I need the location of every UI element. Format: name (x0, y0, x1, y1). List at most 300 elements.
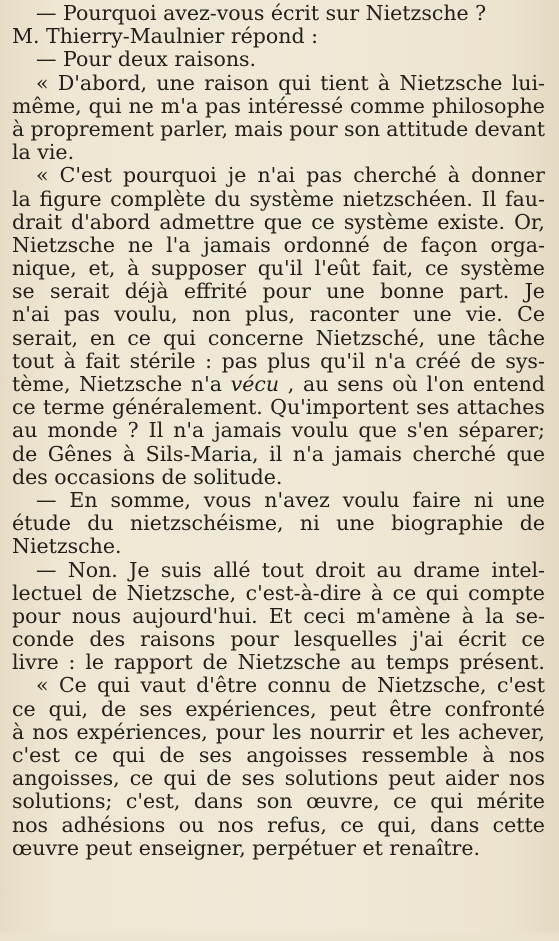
word: Or, (514, 210, 545, 234)
word: qu'il (257, 257, 303, 281)
word: conde (12, 628, 75, 652)
word: de (159, 744, 185, 767)
word: j'ai (412, 628, 444, 652)
word: ce (340, 813, 364, 837)
text-line (12, 373, 545, 396)
word: ce (74, 744, 98, 767)
word: de (341, 674, 367, 698)
word: Nietzsche (79, 373, 183, 396)
article-column (12, 2, 545, 860)
word: admettre (159, 210, 255, 234)
text-line (12, 25, 545, 48)
word: cherché (412, 442, 496, 466)
word: mais (234, 117, 283, 141)
text-line (12, 48, 545, 71)
word: Ce (517, 303, 545, 327)
word: n'a (292, 442, 324, 466)
word: C'est (59, 164, 112, 188)
text-line (12, 489, 545, 512)
text-line (12, 2, 545, 25)
word: d'être (196, 674, 258, 698)
word: façon (420, 233, 478, 257)
word: adhésions (61, 813, 166, 837)
word: devant (474, 117, 545, 141)
word: attaches (456, 396, 545, 420)
word: que (263, 210, 303, 234)
word: plus, (245, 303, 296, 327)
word: ce (127, 326, 151, 350)
word: une (336, 512, 375, 536)
word: son (343, 117, 381, 141)
word: c'est (496, 674, 545, 698)
word: ? (127, 419, 139, 443)
text-line (12, 188, 545, 211)
word: jamais (334, 442, 402, 466)
word: Non. (67, 558, 118, 582)
word: pourquoi (123, 164, 217, 188)
word: qui (88, 94, 122, 118)
word: à (12, 117, 25, 141)
word: solutions; (12, 790, 113, 814)
word: parler, (160, 117, 228, 141)
line-text: œuvre peut enseigner, perpétuer et renaître. (12, 836, 480, 860)
word: m'amène (356, 604, 451, 628)
word: une (156, 71, 195, 95)
word: de (12, 442, 38, 466)
word: ce (311, 210, 335, 234)
word: qui (112, 744, 146, 767)
word: proprement (30, 117, 154, 141)
text-line (12, 605, 545, 628)
word: Nietzsche (12, 233, 116, 257)
word: et (392, 720, 413, 744)
word: nous (71, 604, 122, 628)
word: de (382, 233, 408, 257)
word: l'a (166, 233, 191, 257)
word: peut (388, 767, 435, 791)
word: ne (127, 233, 154, 257)
word: , (287, 373, 295, 396)
text-line (12, 721, 545, 744)
word: voulu (342, 488, 400, 512)
text-line (12, 698, 545, 721)
word: ce (129, 767, 154, 791)
text-line (12, 211, 545, 234)
word: rapport (113, 651, 193, 675)
word: ne (128, 94, 154, 118)
word: ce (12, 396, 36, 420)
word: à (482, 744, 495, 767)
word: droit (315, 558, 366, 582)
word: de (470, 349, 496, 373)
word: biographie (391, 512, 504, 536)
word: ce (521, 628, 545, 652)
word: ceci (303, 604, 346, 628)
word: raison (204, 71, 269, 95)
line-text: — Pour deux raisons. (36, 48, 257, 72)
word: Nietzsche (399, 71, 503, 95)
word: nique, (12, 257, 77, 281)
word: nourrir (309, 720, 385, 744)
word: c'est (12, 744, 61, 767)
text-line (12, 443, 545, 466)
word: jamais (203, 233, 271, 257)
word: au (12, 419, 38, 443)
word: œuvre, (306, 790, 380, 814)
word: pour (262, 280, 311, 304)
word: : (68, 651, 76, 675)
word: achever, (458, 720, 545, 744)
word: de (91, 581, 118, 605)
word: pas (221, 349, 258, 373)
word: philosophe (431, 94, 545, 118)
word: ce (424, 257, 449, 281)
word: complète (110, 187, 206, 211)
word: Je (129, 558, 150, 582)
word: son (256, 790, 293, 814)
word: refus, (267, 813, 327, 837)
word: confronté (444, 697, 545, 721)
page-bottom-edge (0, 930, 559, 941)
word: qui (430, 790, 464, 814)
word: pour (230, 628, 279, 652)
word: cherché (353, 164, 437, 188)
word: ce (12, 697, 36, 721)
word: qui (162, 326, 196, 350)
line-text: — Pourquoi avez-vous écrit sur Nietzsche ? (36, 2, 487, 25)
word: d'abord (70, 210, 151, 234)
word: allé (212, 558, 251, 582)
word: — (36, 558, 57, 582)
word: non (192, 303, 231, 327)
word: « (36, 674, 49, 698)
word: voulu, (114, 303, 178, 327)
word: les (420, 720, 451, 744)
word: : (205, 349, 213, 373)
word: Et (268, 604, 293, 628)
word: ressemble (361, 744, 469, 767)
word: se (12, 280, 35, 304)
word: Gênes (47, 442, 113, 466)
word: nos (508, 744, 545, 767)
word: n'a (173, 419, 205, 443)
word: — (36, 488, 57, 512)
word: que (358, 419, 397, 443)
word: Il (148, 419, 164, 443)
word: ses (198, 744, 233, 767)
word: pour (12, 604, 61, 628)
word: vous (203, 488, 252, 512)
word: nos (508, 767, 545, 791)
word: Qu'importent (270, 396, 409, 420)
line-text: la vie. (12, 141, 75, 165)
word: de (206, 767, 232, 791)
word: qui (163, 767, 197, 791)
word: système (249, 187, 334, 211)
word: au (303, 373, 329, 396)
word: une (413, 303, 452, 327)
word: à (12, 720, 25, 744)
word: à (370, 581, 384, 605)
word: sens (337, 373, 384, 396)
word: à (127, 257, 140, 281)
word: étude (12, 512, 71, 536)
word: à (122, 442, 136, 466)
word: monde (47, 419, 118, 443)
word: figure (39, 187, 102, 211)
word: lectuel (12, 581, 83, 605)
word: de (100, 697, 127, 721)
word: pas (64, 303, 100, 327)
word: mérite (476, 790, 545, 814)
text-line (12, 257, 545, 280)
line-text: M. Thierry-Maulnier répond : (12, 25, 319, 49)
word: dans (430, 813, 480, 837)
word: que (506, 442, 545, 466)
word: fau- (504, 187, 545, 211)
word: n'avez (264, 488, 330, 512)
word: Nietzsché, (315, 326, 426, 350)
word: stérile (129, 349, 196, 373)
word: drame (413, 558, 481, 582)
word: Je (524, 280, 545, 304)
word: raconter (309, 303, 399, 327)
word: déjà (124, 280, 169, 304)
word: fait, (372, 257, 414, 281)
word: nietzschéen. (342, 187, 473, 211)
word: c'est-à-dire (245, 581, 362, 605)
text-line (12, 350, 545, 373)
word: et, (88, 257, 116, 281)
word: Sils-Maria, (145, 442, 259, 466)
word: pas (306, 164, 343, 188)
line-text: des occasions de solitude. (12, 465, 283, 489)
text-line (12, 651, 545, 674)
word: entend (472, 373, 545, 396)
word: cette (492, 813, 545, 837)
word: vaut (140, 674, 186, 698)
word: part. (459, 280, 510, 304)
word: la (12, 187, 31, 211)
word: n'a (374, 349, 406, 373)
word: qui (425, 581, 459, 605)
word: voulu (291, 419, 349, 443)
word: Ce (58, 674, 87, 698)
word: raisons (140, 628, 216, 652)
word: Nietzsche, (377, 674, 487, 698)
word: en (89, 326, 116, 350)
word: supposer (151, 257, 246, 281)
word: suis (160, 558, 202, 582)
word: de (202, 651, 228, 675)
word: D'abord, (57, 71, 148, 95)
word: ses (416, 396, 450, 420)
word: c'est, (125, 790, 181, 814)
word: temps (385, 651, 450, 675)
text-line (12, 512, 545, 535)
word: au (350, 651, 376, 675)
word: qui, (377, 813, 417, 837)
word: faire (412, 488, 461, 512)
text-line (12, 628, 545, 651)
word: En (69, 488, 98, 512)
text-line (12, 280, 545, 303)
word: lesquelles (293, 628, 398, 652)
text-line (12, 559, 545, 582)
word: l'eût (314, 257, 361, 281)
word: ni (299, 512, 320, 536)
word: effrité (183, 280, 248, 304)
italic-word: vécu (230, 373, 280, 396)
word: à (461, 604, 475, 628)
word: une (437, 326, 476, 350)
text-line (12, 419, 545, 442)
word: la (485, 604, 505, 628)
text-line (12, 234, 545, 257)
text-line (12, 164, 545, 187)
word: le (85, 651, 105, 675)
word: lui- (511, 71, 545, 95)
text-line (12, 767, 545, 790)
word: ni (473, 488, 494, 512)
word: aujourd'hui. (132, 604, 258, 628)
word: intel- (491, 558, 545, 582)
word: peut (329, 697, 377, 721)
word: serait (49, 280, 110, 304)
word: s'en (406, 419, 449, 443)
word: « (36, 164, 49, 188)
word: compte (468, 581, 545, 605)
word: séparer; (458, 419, 545, 443)
word: où (392, 373, 418, 396)
word: plus (267, 349, 311, 373)
word: concerne (207, 326, 304, 350)
word: n'ai (257, 164, 296, 188)
word: n'ai (12, 303, 50, 327)
word: existe. (437, 210, 506, 234)
word: qui (97, 674, 131, 698)
word: livre (12, 651, 59, 675)
text-line (12, 744, 545, 767)
word: une (326, 280, 365, 304)
text-line (12, 466, 545, 489)
word: m'a (160, 94, 199, 118)
text-line (12, 674, 545, 697)
word: se- (515, 604, 545, 628)
word: expériences, (76, 720, 208, 744)
word: intéressé (247, 94, 344, 118)
word: je (227, 164, 247, 188)
text-line (12, 95, 545, 118)
word: des (89, 628, 126, 652)
word: fait (85, 349, 121, 373)
word: du (214, 187, 241, 211)
word: les (272, 720, 302, 744)
word: connu (267, 674, 331, 698)
word: qui (278, 71, 311, 95)
word: système (343, 210, 429, 234)
word: orga- (490, 233, 545, 257)
word: ou (178, 813, 205, 837)
word: même, (12, 94, 82, 118)
word: à (447, 164, 461, 188)
word: nos (217, 813, 254, 837)
text-line (12, 837, 545, 860)
word: angoisses, (12, 767, 120, 791)
word: qui, (48, 697, 88, 721)
word: ordonné (283, 233, 370, 257)
word: donner (471, 164, 545, 188)
word: ce (392, 581, 417, 605)
word: système (460, 257, 545, 281)
word: tient (320, 71, 369, 95)
word: à (377, 71, 391, 95)
word: une (506, 488, 545, 512)
word: aider (445, 767, 499, 791)
word: Nietzsche (237, 651, 341, 675)
word: sys- (505, 349, 545, 373)
word: être (389, 697, 432, 721)
word: ses (241, 767, 275, 791)
text-line (12, 118, 545, 141)
word: comme (350, 94, 425, 118)
word: dans (193, 790, 243, 814)
text-line (12, 535, 545, 558)
word: nos (32, 720, 69, 744)
text-line (12, 582, 545, 605)
text-line (12, 303, 545, 326)
word: présent. (459, 651, 545, 675)
word: tâche (487, 326, 545, 350)
word: nos (12, 813, 49, 837)
word: somme, (110, 488, 191, 512)
word: il (269, 442, 283, 466)
word: Nietzsche, (126, 581, 237, 605)
text-line (12, 396, 545, 419)
word: pour (289, 117, 338, 141)
word: tème, (12, 373, 71, 396)
text-line (12, 141, 545, 164)
word: attitude (386, 117, 469, 141)
word: généralement. (112, 396, 263, 420)
word: tout (261, 558, 304, 582)
word: vie. (465, 303, 503, 327)
word: pour (215, 720, 265, 744)
word: du (87, 512, 114, 536)
word: jamais (214, 419, 282, 443)
text-line (12, 814, 545, 837)
word: « (36, 71, 49, 95)
text-line (12, 790, 545, 813)
word: à (63, 349, 76, 373)
word: écrit (458, 628, 507, 652)
word: qu'il (320, 349, 366, 373)
text-line (12, 327, 545, 350)
text-line (12, 72, 545, 95)
word: tout (12, 349, 55, 373)
word: expériences, (185, 697, 317, 721)
word: solutions (284, 767, 379, 791)
word: drait (12, 210, 62, 234)
word: l'on (426, 373, 465, 396)
word: Il (481, 187, 497, 211)
line-text: Nietzsche. (12, 535, 122, 559)
word: ses (139, 697, 173, 721)
word: créé (415, 349, 461, 373)
word: bonne (380, 280, 445, 304)
word: terme (42, 396, 105, 420)
word: pas (205, 94, 241, 118)
